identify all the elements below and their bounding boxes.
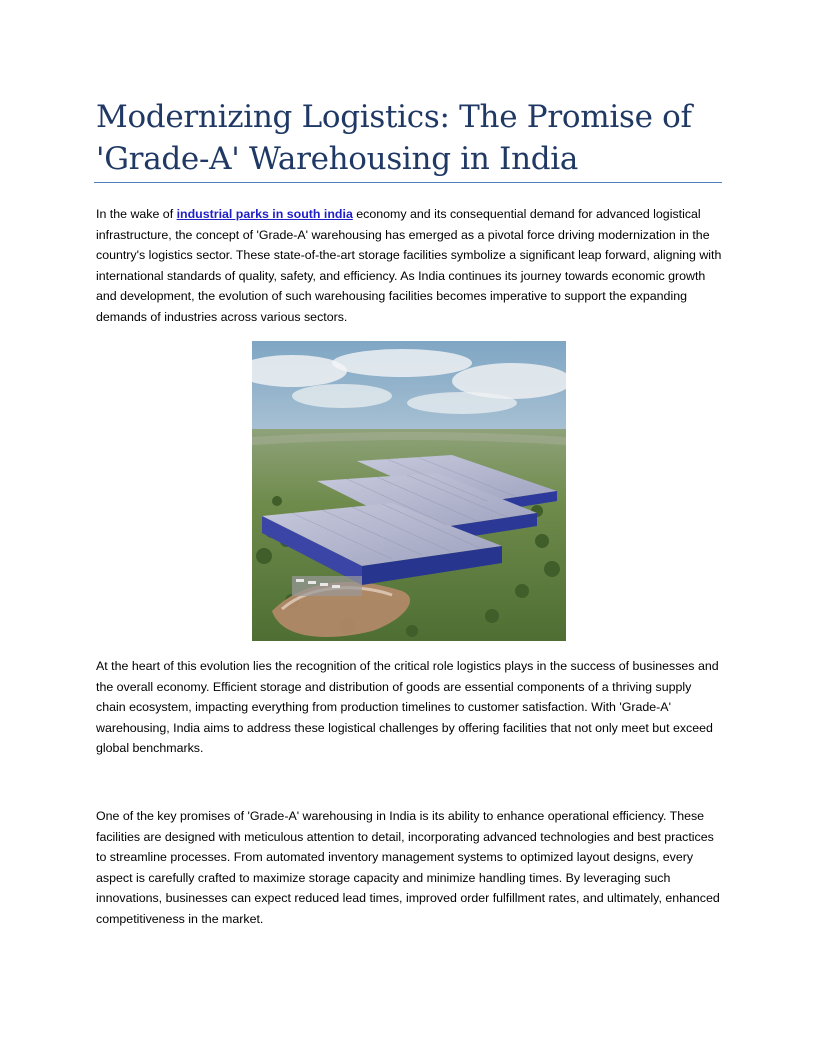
title-underline-divider [94,182,722,183]
industrial-parks-link[interactable]: industrial parks in south india [176,207,353,221]
operational-efficiency-paragraph: One of the key promises of 'Grade-A' warehousing in India is its ability to enhance operational efficiency. These facilities are designed with meticulous attention to detail, incorporating advanced technologies and best practices to streamline processes. From automated inventory management systems to optimized layout designs, every aspect is carefully crafted to maximize storage capacity and minimize handling times. By leveraging such innovations, businesses can expect reduced lead times, improved order fulfillment rates, and ultimately, enhanced competitiveness in the market. [96,809,720,926]
page-title: Modernizing Logistics: The Promise of 'Grade-A' Warehousing in India [96,99,692,177]
logistics-role-paragraph: At the heart of this evolution lies the recognition of the critical role logistics plays in the success of businesses and the overall economy. Efficient storage and distribution of goods are essential components of a thriving supply chain ecosystem, impacting everything from production timelines to customer satisfaction. With 'Grade-A' warehousing, India aims to address these logistical challenges by offering facilities that not only meet but exceed global benchmarks. [96,659,719,756]
intro-paragraph [96,204,722,328]
intro-text-before-link: In the wake of [96,207,177,221]
warehouse-aerial-image [252,341,566,641]
intro-text-after-link: economy and its consequential demand for advanced logistical infrastructure, the concept of 'Grade-A' warehousing has emerged as a pivotal force driving modernization in the country's logistics sector. These state-of-the-art storage facilities symbolize a significant leap forward, aligning with international standards of quality, safety, and efficiency. As India continues its journey towards economic growth and development, the evolution of such warehousing facilities becomes imperative to support the expanding demands of industries across various sectors. [96,207,722,324]
